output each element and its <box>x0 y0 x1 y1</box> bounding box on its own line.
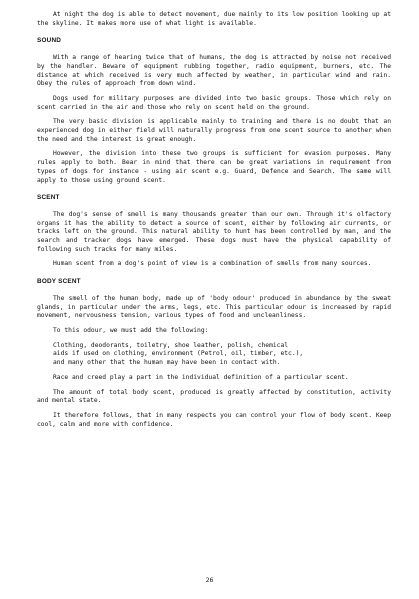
body-scent-paragraph-2: To this odour, we must add the following: <box>53 326 209 334</box>
body-scent-paragraph-4: The amount of total body scent, produced is greatly affected by constitution, activity and mental state. <box>37 388 391 405</box>
list-line: Clothing, deodorants, toiletry, shoe leather, polish, chemical <box>53 341 289 349</box>
list-line: and many other that the human may have been in contact with. <box>53 359 281 367</box>
body-scent-additions-list <box>37 342 391 368</box>
body-scent-paragraph-5: It therefore follows, that in many respects you can control your flow of body scent. Keep cool, calm and more with confidence. <box>37 411 391 428</box>
heading-scent: SCENT <box>37 194 60 202</box>
sound-paragraph-1: With a range of hearing twice that of humans, the dog is attracted by noise not received by the handler. Beware of equipment rubbing together, radio equipment, burners, etc. The distance at which received is very much affected by weather, in particular wind and rain. Obey the rules of approach from down wind. <box>37 54 391 88</box>
heading-sound: SOUND <box>37 37 62 45</box>
page-number: 26 <box>205 576 214 584</box>
scent-paragraph-1: The dog's sense of smell is many thousands greater than our own. Through it's olfactory organs it has the ability to detect a source of scent, either by following air currents, or tracks left on the ground. This natural ability to hunt has been controlled by man, and the search and tracker dogs have emerged. These dogs must have the physical capability of following such tracks for many miles. <box>37 210 391 253</box>
sound-paragraph-2: Dogs used for military purposes are divided into two basic groups. Those which rely on scent carried in the air and those who rely on scent held on the ground. <box>37 94 391 111</box>
sound-paragraph-4: However, the division into these two groups is sufficient for evasion purposes. Many rules apply to both. Bear in mind that there can be great variations in requirement from types of dogs for instance - using air scent e.g. Guard, Defence and Search. The same will apply to those using ground scent. <box>37 150 391 184</box>
scent-paragraph-2: Human scent from a dog's point of view is a combination of smells from many sources. <box>53 260 372 268</box>
list-line: aids if used on clothing, environment (Petrol, oil, timber, etc.), <box>53 350 304 358</box>
body-scent-paragraph-1: The smell of the human body, made up of 'body odour' produced in abundance by the sweat glands, in particular under the arms, legs, etc. This particular odour is increased by rapid movement, nervousness tension, various types of food and uncleanliness. <box>37 294 391 320</box>
intro-paragraph: At night the dog is able to detect movement, due mainly to its low position looking up at the skyline. It makes more use of what light is available. <box>37 11 391 27</box>
body-scent-paragraph-3: Race and creed play a part in the individual definition of a particular scent. <box>53 373 349 381</box>
sound-paragraph-3: The very basic division is applicable mainly to training and there is no doubt that an experienced dog in either field will naturally progress from one scent source to another when the need and the interest is great enough. <box>37 118 391 143</box>
heading-body-scent: BODY SCENT <box>37 278 81 286</box>
